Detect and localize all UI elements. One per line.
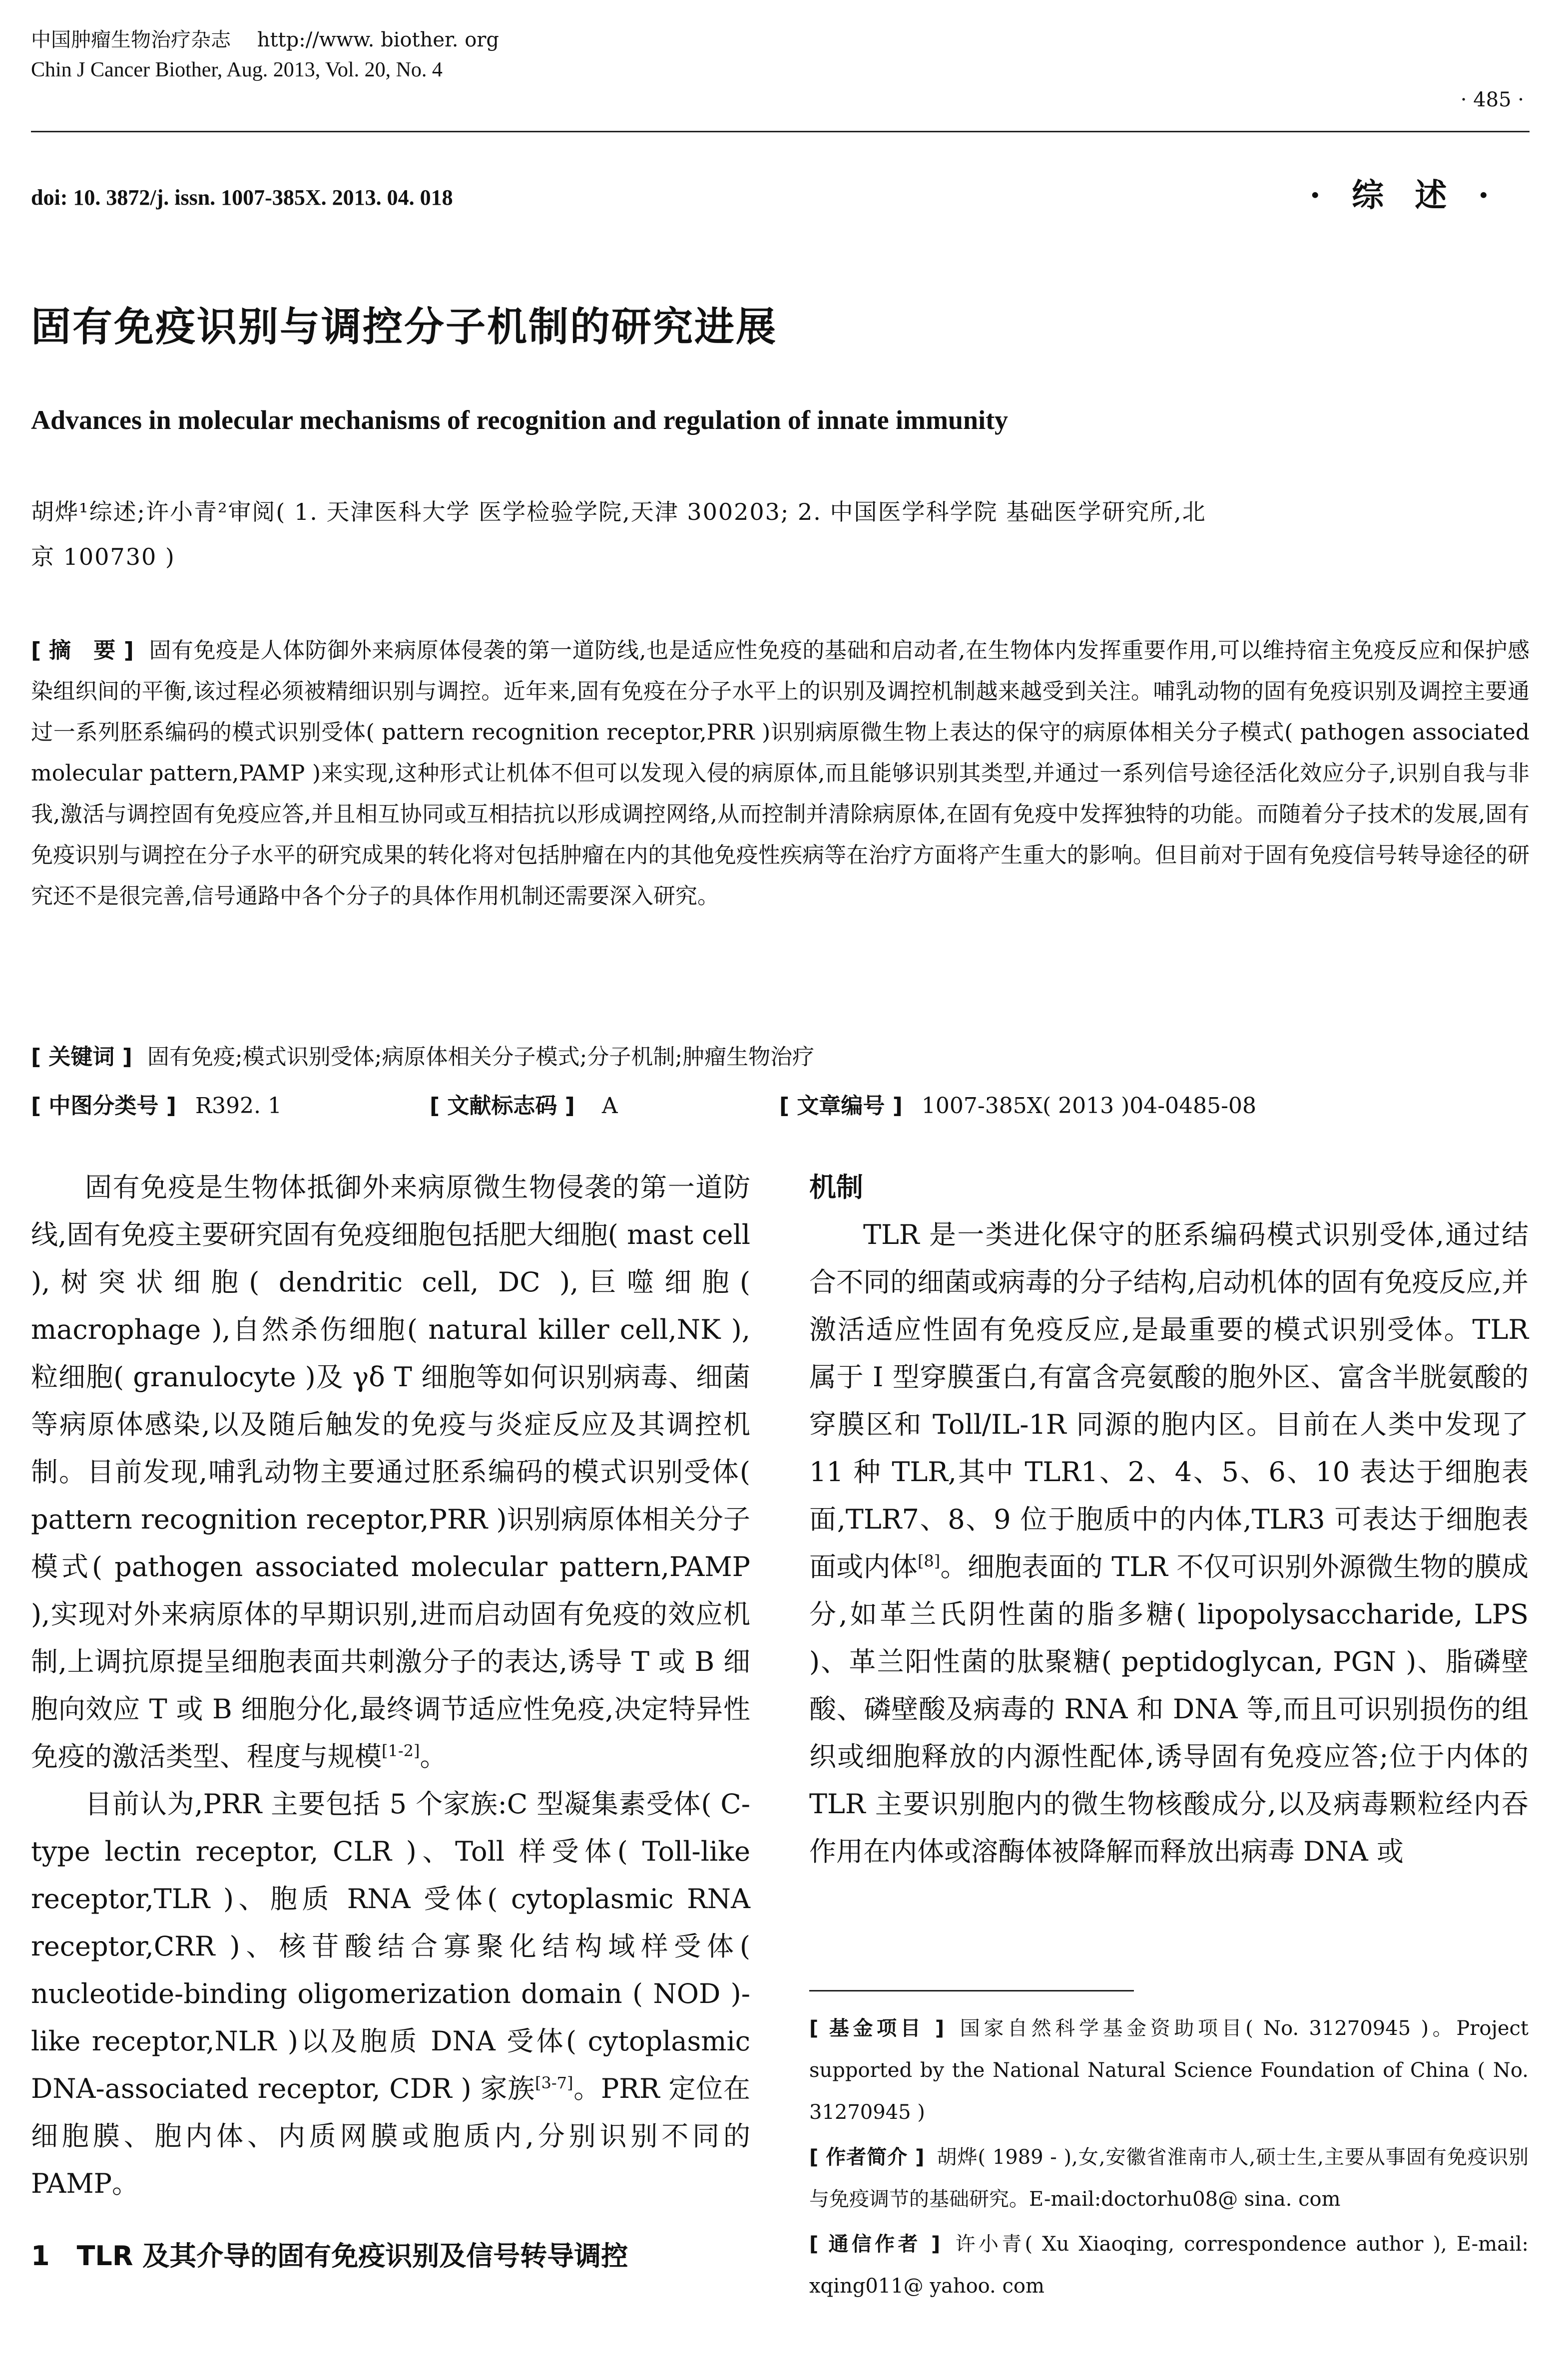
footnote-rule <box>809 1990 1134 1991</box>
citation: [3-7] <box>535 2073 573 2092</box>
footnotes <box>809 2007 1529 2310</box>
correspondence-note <box>809 2223 1529 2307</box>
body-text: 。细胞表面的 TLR 不仅可识别外源微生物的膜成分,如革兰氏阴性菌的脂多糖( lipopolysaccharide, LPS )、革兰阳性菌的肽聚糖( peptidoglycan, PGN )、脂磷壁酸、磷壁酸及病毒的 RNA 和 DNA 等,而且可识别损伤的组织或细胞释放的内源性配体,诱导固有免疫应答;位于内体的 TLR 主要识别胞内的微生物核酸成分,以及病毒颗粒经内吞作用在内体或溶酶体被降解而释放出病毒 DNA 或 <box>809 1551 1529 1867</box>
body-paragraph <box>31 1780 750 2207</box>
journal-url: http://www. biother. org <box>257 28 500 51</box>
header-rule <box>31 131 1530 132</box>
section-heading-continued: 机制 <box>809 1172 863 1203</box>
body-paragraph <box>31 1164 750 1780</box>
article-number-value: 1007-385X( 2013 )04-0485-08 <box>921 1093 1256 1119</box>
author-bio-note <box>809 2136 1529 2220</box>
author-bio-text: 胡烨( 1989 - ),女,安徽省淮南市人,硕士生,主要从事固有免疫识别与免疫调节的基础研究。E-mail:doctorhu08@ sina. com <box>809 2146 1529 2211</box>
funding-note <box>809 2007 1529 2133</box>
body-text: 。PRR 定位在细胞膜、胞内体、内质网膜或胞质内,分别识别不同的 PAMP。 <box>31 2073 750 2199</box>
section-tag: · 综 述 · <box>1309 177 1499 214</box>
author-bio-label: [ 作者简介 ] <box>809 2146 925 2169</box>
doc-code <box>430 1088 618 1120</box>
article-number <box>779 1088 1256 1120</box>
body-right-column <box>809 1164 1529 1875</box>
keywords-text: 固有免疫;模式识别受体;病原体相关分子模式;分子机制;肿瘤生物治疗 <box>147 1044 815 1070</box>
journal-header <box>31 25 780 85</box>
citation: [1-2] <box>382 1741 420 1760</box>
funding-label: [ 基金项目 ] <box>809 2017 945 2040</box>
keywords-label: [ 关键词 ] <box>31 1044 132 1070</box>
body-left-column <box>31 1164 750 2280</box>
abstract <box>31 630 1530 917</box>
body-text: TLR 是一类进化保守的胚系编码模式识别受体,通过结合不同的细菌或病毒的分子结构,启动机体的固有免疫反应,并激活适应性固有免疫反应,是最重要的模式识别受体。TLR 属于 Ⅰ 型穿膜蛋白,有富含亮氨酸的胞外区、富含半胱氨酸的穿膜区和 Toll/IL-1R 同源的胞内区。目前在人类中发现了 11 种 TLR,其中 TLR1、2、4、5、6、10 表达于细胞表面,TLR7、8、9 位于胞质中的内体,TLR3 可表达于细胞表面或内体 <box>809 1219 1529 1583</box>
doc-code-value: A <box>601 1093 618 1119</box>
correspondence-text: 许小青( Xu Xiaoqing, correspondence author ), E-mail: xqing011@ yahoo. com <box>809 2233 1529 2298</box>
clc-label: [ 中图分类号 ] <box>31 1093 176 1119</box>
body-text: 。 <box>420 1741 447 1772</box>
section-1-heading: 1 TLR 及其介导的固有免疫识别及信号转导调控 <box>31 2240 628 2272</box>
funding-text: 国家自然科学基金资助项目( No. 31270945 )。Project supported by the National Natural Science Foundation of China ( No. 31270945 ) <box>809 2017 1529 2124</box>
authors-line-2: 京 100730 ) <box>31 543 175 570</box>
body-paragraph <box>809 1211 1529 1875</box>
abstract-text: 固有免疫是人体防御外来病原体侵袭的第一道防线,也是适应性免疫的基础和启动者,在生物体内发挥重要作用,可以维持宿主免疫反应和保护感染组织间的平衡,该过程必须被精细识别与调控。近年来,固有免疫在分子水平上的识别及调控机制越来越受到关注。哺乳动物的固有免疫识别及调控主要通过一系列胚系编码的模式识别受体( pattern recognition receptor,PRR )识别病原微生物上表达的保守的病原体相关分子模式( pathogen associated molecular pattern,PAMP )来实现,这种形式让机体不但可以发现入侵的病原体,而且能够识别其类型,并通过一系列信号途径活化效应分子,识别自我与非我,激活与调控固有免疫应答,并且相互协同或互相拮抗以形成调控网络,从而控制并清除病原体,在固有免疫中发挥独特的功能。而随着分子技术的发展,固有免疫识别与调控在分子水平的研究成果的转化将对包括肿瘤在内的其他免疫性疾病等在治疗方面将产生重大的影响。但目前对于固有免疫信号转导途径的研究还不是很完善,信号通路中各个分子的具体作用机制还需要深入研究。 <box>31 638 1530 909</box>
authors-affiliations <box>31 489 1530 579</box>
journal-name-cn: 中国肿瘤生物治疗杂志 <box>31 28 231 51</box>
doi: doi: 10. 3872/j. issn. 1007-385X. 2013. 04. 018 <box>31 185 453 210</box>
body-text: 固有免疫是生物体抵御外来病原微生物侵袭的第一道防线,固有免疫主要研究固有免疫细胞包括肥大细胞( mast cell ),树突状细胞( dendritic cell, DC ),巨噬细胞( macrophage ),自然杀伤细胞( natural killer cell,NK ),粒细胞( granulocyte )及 γδ T 细胞等如何识别病毒、细菌等病原体感染,以及随后触发的免疫与炎症反应及其调控机制。目前发现,哺乳动物主要通过胚系编码的模式识别受体( pattern recognition receptor,PRR )识别病原体相关分子模式( pathogen associated molecular pattern,PAMP ),实现对外来病原体的早期识别,进而启动固有免疫的效应机制,上调抗原提呈细胞表面共刺激分子的表达,诱导 T 或 B 细胞向效应 T 或 B 细胞分化,最终调节适应性免疫,决定特异性免疫的激活类型、程度与规模 <box>31 1172 750 1772</box>
article-title-en: Advances in molecular mechanisms of recognition and regulation of innate immunity <box>31 405 1009 435</box>
article-number-label: [ 文章编号 ] <box>779 1093 903 1119</box>
correspondence-label: [ 通信作者 ] <box>809 2233 941 2256</box>
journal-name-en: Chin J Cancer Biother, Aug. 2013, Vol. 20, No. 4 <box>31 58 443 81</box>
body-text: 目前认为,PRR 主要包括 5 个家族:C 型凝集素受体( C-type lectin receptor, CLR )、Toll 样受体( Toll-like receptor,TLR )、胞质 RNA 受体( cytoplasmic RNA receptor,CRR )、核苷酸结合寡聚化结构域样受体( nucleotide-binding oligomerization domain ( NOD )-like receptor,NLR )以及胞质 DNA 受体( cytoplasmic DNA-associated receptor, CDR ) 家族 <box>31 1788 750 2104</box>
abstract-label: [ 摘 要 ] <box>31 638 134 663</box>
keywords <box>31 1039 1530 1071</box>
citation: [8] <box>917 1552 941 1571</box>
doc-code-label: [ 文献标志码 ] <box>430 1093 575 1119</box>
page-number: · 485 · <box>1460 88 1524 111</box>
authors-line-1: 胡烨¹综述;许小青²审阅( 1. 天津医科大学 医学检验学院,天津 300203; 2. 中国医学科学院 基础医学研究所,北 <box>31 498 1206 525</box>
article-title-cn: 固有免疫识别与调控分子机制的研究进展 <box>31 304 777 350</box>
clc-value: R392. 1 <box>195 1093 282 1119</box>
